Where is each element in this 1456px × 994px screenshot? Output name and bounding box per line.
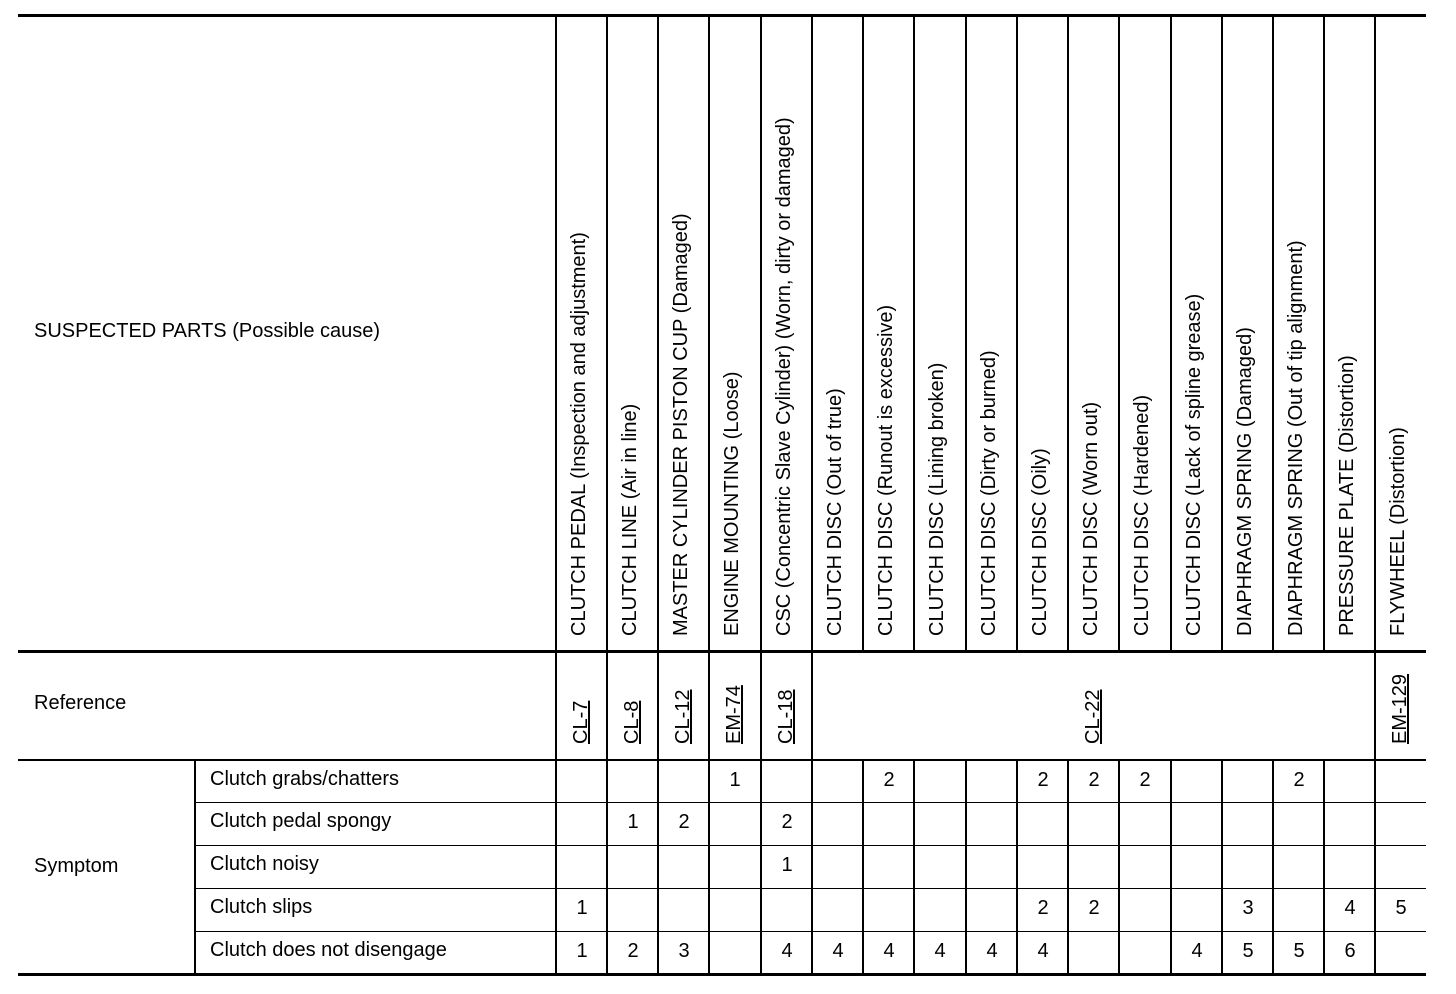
priority-value: 2 (1088, 897, 1100, 919)
priority-value: 1 (781, 854, 793, 876)
merge-mask (1271, 653, 1275, 759)
column-divider (1221, 15, 1223, 975)
symptom-name: Clutch noisy (210, 853, 319, 875)
priority-value: 2 (627, 940, 639, 962)
priority-value: 2 (1037, 769, 1049, 791)
priority-value: 1 (576, 940, 588, 962)
part-header: MASTER CYLINDER PISTON CUP (Damaged) (670, 213, 692, 636)
reference-link[interactable]: EM-74 (723, 685, 745, 744)
row-divider (194, 931, 1426, 932)
priority-value: 5 (1293, 940, 1305, 962)
priority-value: 3 (1242, 897, 1254, 919)
priority-value: 1 (576, 897, 588, 919)
priority-value: 1 (729, 769, 741, 791)
part-header: CLUTCH LINE (Air in line) (619, 403, 641, 636)
priority-value: 4 (883, 940, 895, 962)
part-header: CLUTCH DISC (Out of true) (824, 388, 846, 636)
reference-link[interactable]: CL-12 (672, 689, 694, 744)
header-bottom-border (18, 650, 1426, 653)
part-header: CLUTCH DISC (Hardened) (1131, 394, 1153, 636)
column-divider (1118, 15, 1120, 975)
suspected-parts-label: SUSPECTED PARTS (Possible cause) (34, 320, 381, 342)
reference-label: Reference (34, 692, 127, 714)
symptom-name: Clutch does not disengage (210, 939, 447, 961)
part-header: DIAPHRAGM SPRING (Out of tip alignment) (1285, 240, 1307, 636)
priority-value: 2 (1037, 897, 1049, 919)
row-divider (194, 888, 1426, 889)
priority-value: 5 (1395, 897, 1407, 919)
part-header: CLUTCH DISC (Runout is excessive) (875, 304, 897, 636)
symptom-name: Clutch slips (210, 896, 313, 918)
priority-value: 4 (934, 940, 946, 962)
priority-value: 3 (678, 940, 690, 962)
reference-link[interactable]: CL-18 (775, 689, 797, 744)
column-divider (965, 15, 967, 975)
priority-value: 4 (1191, 940, 1203, 962)
row-divider (194, 845, 1426, 846)
part-header: CLUTCH DISC (Oily) (1029, 448, 1051, 636)
priority-value: 4 (781, 940, 793, 962)
part-header: PRESSURE PLATE (Distortion) (1336, 355, 1358, 636)
priority-value: 1 (627, 811, 639, 833)
priority-value: 2 (781, 811, 793, 833)
part-header: DIAPHRAGM SPRING (Damaged) (1234, 327, 1256, 636)
merge-mask (1169, 653, 1173, 759)
merge-mask (1015, 653, 1019, 759)
symptom-name: Clutch grabs/chatters (210, 768, 399, 790)
merge-mask (1066, 653, 1070, 759)
priority-value: 2 (1139, 769, 1151, 791)
merge-mask (964, 653, 968, 759)
merge-mask (861, 653, 865, 759)
priority-value: 2 (1293, 769, 1305, 791)
priority-value: 6 (1344, 940, 1356, 962)
priority-value: 2 (1088, 769, 1100, 791)
column-divider (862, 15, 864, 975)
priority-value: 2 (678, 811, 690, 833)
column-divider (555, 15, 557, 975)
column-divider (1374, 15, 1376, 975)
merge-mask (1117, 653, 1121, 759)
column-divider (1170, 15, 1172, 975)
priority-value: 4 (986, 940, 998, 962)
merge-mask (912, 653, 916, 759)
reference-bottom-border (18, 759, 1426, 761)
priority-value: 2 (883, 769, 895, 791)
reference-link[interactable]: EM-129 (1389, 673, 1411, 744)
priority-value: 4 (1344, 897, 1356, 919)
part-header: CLUTCH DISC (Lining broken) (926, 362, 948, 636)
symptom-divider (194, 761, 196, 973)
column-divider (1272, 15, 1274, 975)
part-header: FLYWHEEL (Distortion) (1387, 427, 1409, 636)
table-top-border (18, 14, 1426, 17)
row-divider (194, 802, 1426, 803)
priority-value: 5 (1242, 940, 1254, 962)
reference-link[interactable]: CL-22 (1082, 689, 1104, 744)
part-header: CLUTCH DISC (Worn out) (1080, 401, 1102, 636)
merge-mask (1220, 653, 1224, 759)
symptom-label: Symptom (34, 855, 119, 877)
merge-mask (1322, 653, 1326, 759)
part-header: CLUTCH PEDAL (Inspection and adjustment) (568, 232, 590, 636)
part-header: CLUTCH DISC (Lack of spline grease) (1183, 293, 1205, 636)
part-header: ENGINE MOUNTING (Loose) (721, 371, 743, 636)
part-header: CSC (Concentric Slave Cylinder) (Worn, dirty or damaged) (773, 117, 795, 636)
column-divider (913, 15, 915, 975)
table-bottom-border (18, 973, 1426, 976)
symptom-name: Clutch pedal spongy (210, 810, 392, 832)
part-header: CLUTCH DISC (Dirty or burned) (978, 350, 1000, 636)
column-divider (1323, 15, 1325, 975)
priority-value: 4 (832, 940, 844, 962)
column-divider (1067, 15, 1069, 975)
priority-value: 4 (1037, 940, 1049, 962)
column-divider (1016, 15, 1018, 975)
reference-link[interactable]: CL-7 (570, 700, 592, 744)
reference-link[interactable]: CL-8 (621, 700, 643, 744)
